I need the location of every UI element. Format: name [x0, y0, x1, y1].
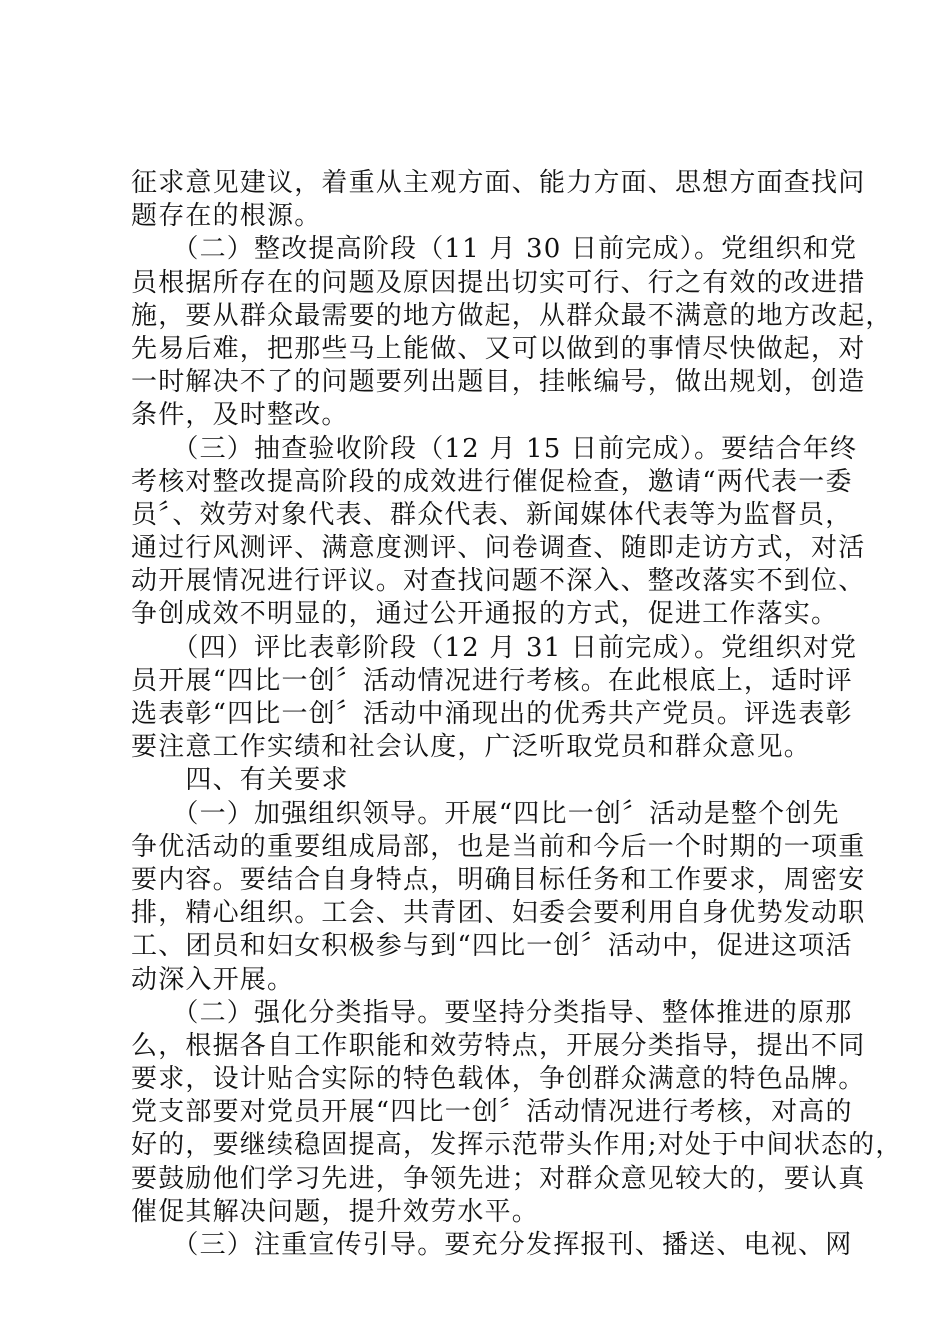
text-line: 要求，设计贴合实际的特色载体，争创群众满意的特色品牌。 [131, 1064, 866, 1095]
text-line: 动深入开展。 [131, 964, 295, 995]
text-line: 工、团员和妇女积极参与到“四比一创〞活动中，促进这项活 [131, 931, 853, 962]
text-line: 要鼓励他们学习先进，争领先进；对群众意见较大的，要认真 [131, 1163, 866, 1194]
text-line: 选表彰“四比一创〞活动中涌现出的优秀共产党员。评选表彰 [131, 699, 853, 729]
text-line: （一）加强组织领导。开展“四比一创〞活动是整个创先 [131, 798, 840, 829]
text-line: 员根据所存在的问题及原因提出切实可行、行之有效的改进措 [131, 267, 866, 298]
text-line: 要注意工作实绩和社会认度，广泛听取党员和群众意见。 [131, 732, 812, 763]
text-line: 征求意见建议，着重从主观方面、能力方面、思想方面查找问 [131, 168, 866, 198]
text-line: 争优活动的重要组成局部，也是当前和今后一个时期的一项重 [131, 831, 866, 862]
text-line: （二）强化分类指导。要坚持分类指导、整体推进的原那 [131, 997, 853, 1028]
text-line: 考核对整改提高阶段的成效进行催促检查，邀请“两代表一委 [131, 466, 853, 497]
text-line: 员开展“四比一创〞活动情况进行考核。在此根底上，适时评 [131, 665, 853, 696]
text-line: 么，根据各自工作职能和效劳特点，开展分类指导，提出不同 [131, 1030, 866, 1061]
text-line: 员〞、效劳对象代表、群众代表、新闻媒体代表等为监督员， [131, 499, 853, 530]
text-line: 排，精心组织。工会、共青团、妇委会要利用自身优势发动职 [131, 898, 866, 929]
text-line: 党支部要对党员开展“四比一创〞活动情况进行考核，对高的 [131, 1097, 853, 1128]
text-line: 催促其解决问题，提升效劳水平。 [131, 1196, 540, 1227]
text-line: 要内容。要结合自身特点，明确目标任务和工作要求，周密安 [131, 864, 866, 895]
text-line: 一时解决不了的问题要列出题目，挂帐编号，做出规划，创造 [131, 367, 866, 398]
text-line: 动开展情况进行评议。对查找问题不深入、整改落实不到位、 [131, 566, 866, 597]
text-line: 先易后难，把那些马上能做、又可以做到的事情尽快做起，对 [131, 333, 866, 364]
text-line: 条件，及时整改。 [131, 400, 349, 431]
section-heading: 四、有关要求 [131, 765, 349, 796]
text-line: 题存在的根源。 [131, 201, 322, 232]
text-line: 通过行风测评、满意度测评、问卷调查、随即走访方式，对活 [131, 533, 866, 564]
text-line: （四）评比表彰阶段（12 月 31 日前完成）。党组织对党 [131, 632, 858, 663]
text-line: 争创成效不明显的，通过公开通报的方式，促进工作落实。 [131, 599, 839, 630]
text-line: 施，要从群众最需要的地方做起，从群众最不满意的地方改起， [131, 300, 893, 331]
document-body [131, 167, 903, 1262]
text-line: （二）整改提高阶段（11 月 30 日前完成）。党组织和党 [131, 234, 858, 265]
text-line: （三）注重宣传引导。要充分发挥报刊、播送、电视、网 [131, 1230, 853, 1260]
text-line: （三）抽查验收阶段（12 月 15 日前完成）。要结合年终 [131, 433, 858, 464]
text-line: 好的，要继续稳固提高，发挥示范带头作用;对处于中间状态的， [131, 1130, 903, 1161]
